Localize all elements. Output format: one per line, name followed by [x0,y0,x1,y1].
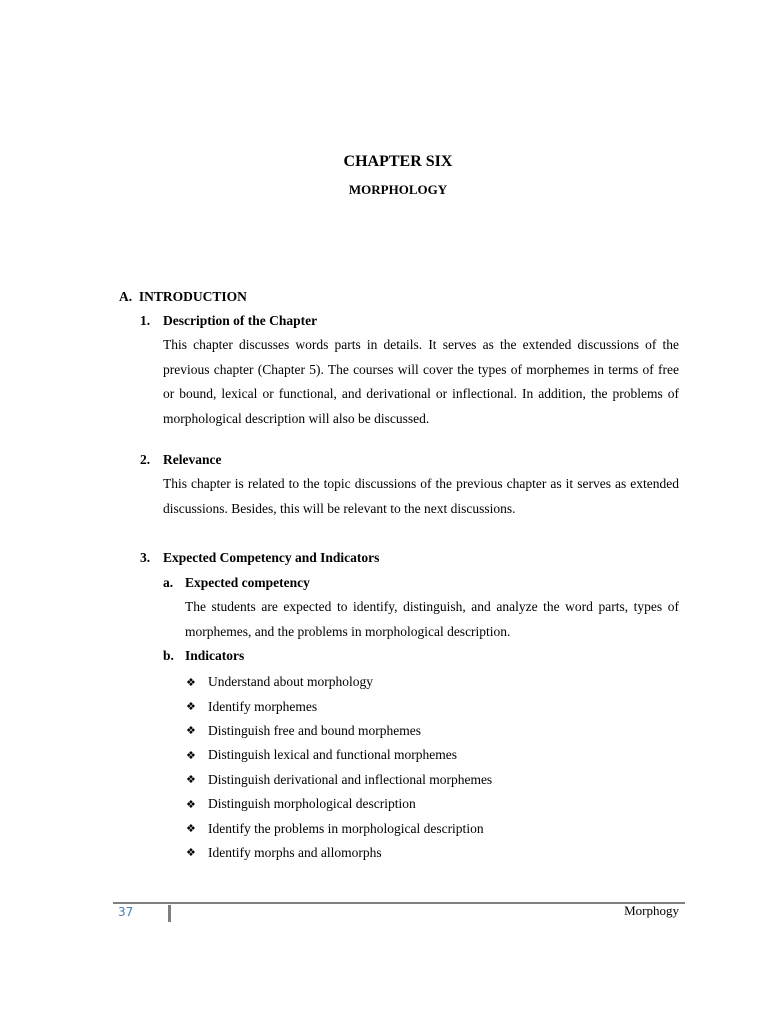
list-item-text: Identify the problems in morphological description [208,820,484,836]
list-item [186,743,492,767]
page-number: 37 [118,905,134,919]
item-2-number: 2. [140,452,151,467]
list-item [186,694,492,718]
item-3-title: Expected Competency and Indicators [163,550,380,565]
sub-b-marker: b. [163,648,174,663]
chapter-subtitle: MORPHOLOGY [348,182,448,197]
sub-a-heading [163,574,310,592]
list-item-text: Distinguish free and bound morphemes [208,722,421,738]
list-item [186,841,492,865]
sub-a-title: Expected competency [185,575,310,590]
section-a-heading [119,288,247,306]
list-item-text: Distinguish morphological description [208,796,416,812]
item-1-title: Description of the Chapter [163,313,318,328]
list-item [186,719,492,743]
list-item-text: Distinguish derivational and inflectional morphemes [208,771,493,787]
list-item [186,768,492,792]
list-item [186,816,492,840]
sub-b-heading [163,647,244,665]
diamond-bullet-icon: ❖ [186,675,196,689]
diamond-bullet-icon: ❖ [186,773,196,787]
item-2-title: Relevance [163,452,222,467]
item-2-body: This chapter is related to the topic discussions of the previous chapter as it serves as extended discussions. Besides, this will be relevant to the next discussions. [163,476,679,516]
item-1-heading [140,312,317,330]
diamond-bullet-icon: ❖ [186,700,196,714]
list-item-text: Identify morphs and allomorphs [208,844,382,860]
diamond-bullet-icon: ❖ [186,846,196,860]
item-3-heading [140,549,379,567]
diamond-bullet-icon: ❖ [186,797,196,811]
footer-tick-divider [168,905,171,922]
section-a-title: INTRODUCTION [138,289,247,304]
diamond-bullet-icon: ❖ [186,748,196,762]
list-item-text: Understand about morphology [208,674,373,690]
footer-divider [113,902,685,904]
list-item [186,792,492,816]
list-item-text: Identify morphemes [208,698,318,714]
diamond-bullet-icon: ❖ [186,822,196,836]
sub-b-title: Indicators [185,648,245,663]
diamond-bullet-icon: ❖ [186,724,196,738]
item-1-body: This chapter discusses words parts in details. It serves as the extended discussions of the previous chapter (Chapter 5). The courses will cover the types of morphemes in terms of free or bound, lexical or functional, and derivational or inflectional. In addition, the problems of morphological description will also be discussed. [163,337,679,427]
chapter-title: CHAPTER SIX [343,153,453,170]
list-item [186,670,492,694]
item-3-number: 3. [140,550,151,565]
item-1-number: 1. [140,313,151,328]
list-item-text: Distinguish lexical and functional morphemes [208,747,457,763]
sub-a-body: The students are expected to identify, distinguish, and analyze the word parts, types of morphemes, and the problems in morphological description. [185,599,679,639]
section-a-marker: A. [119,289,133,304]
running-footer-title: Morphogy [624,903,679,918]
item-2-heading [140,451,221,469]
indicator-list [186,670,492,865]
sub-a-marker: a. [163,575,174,590]
